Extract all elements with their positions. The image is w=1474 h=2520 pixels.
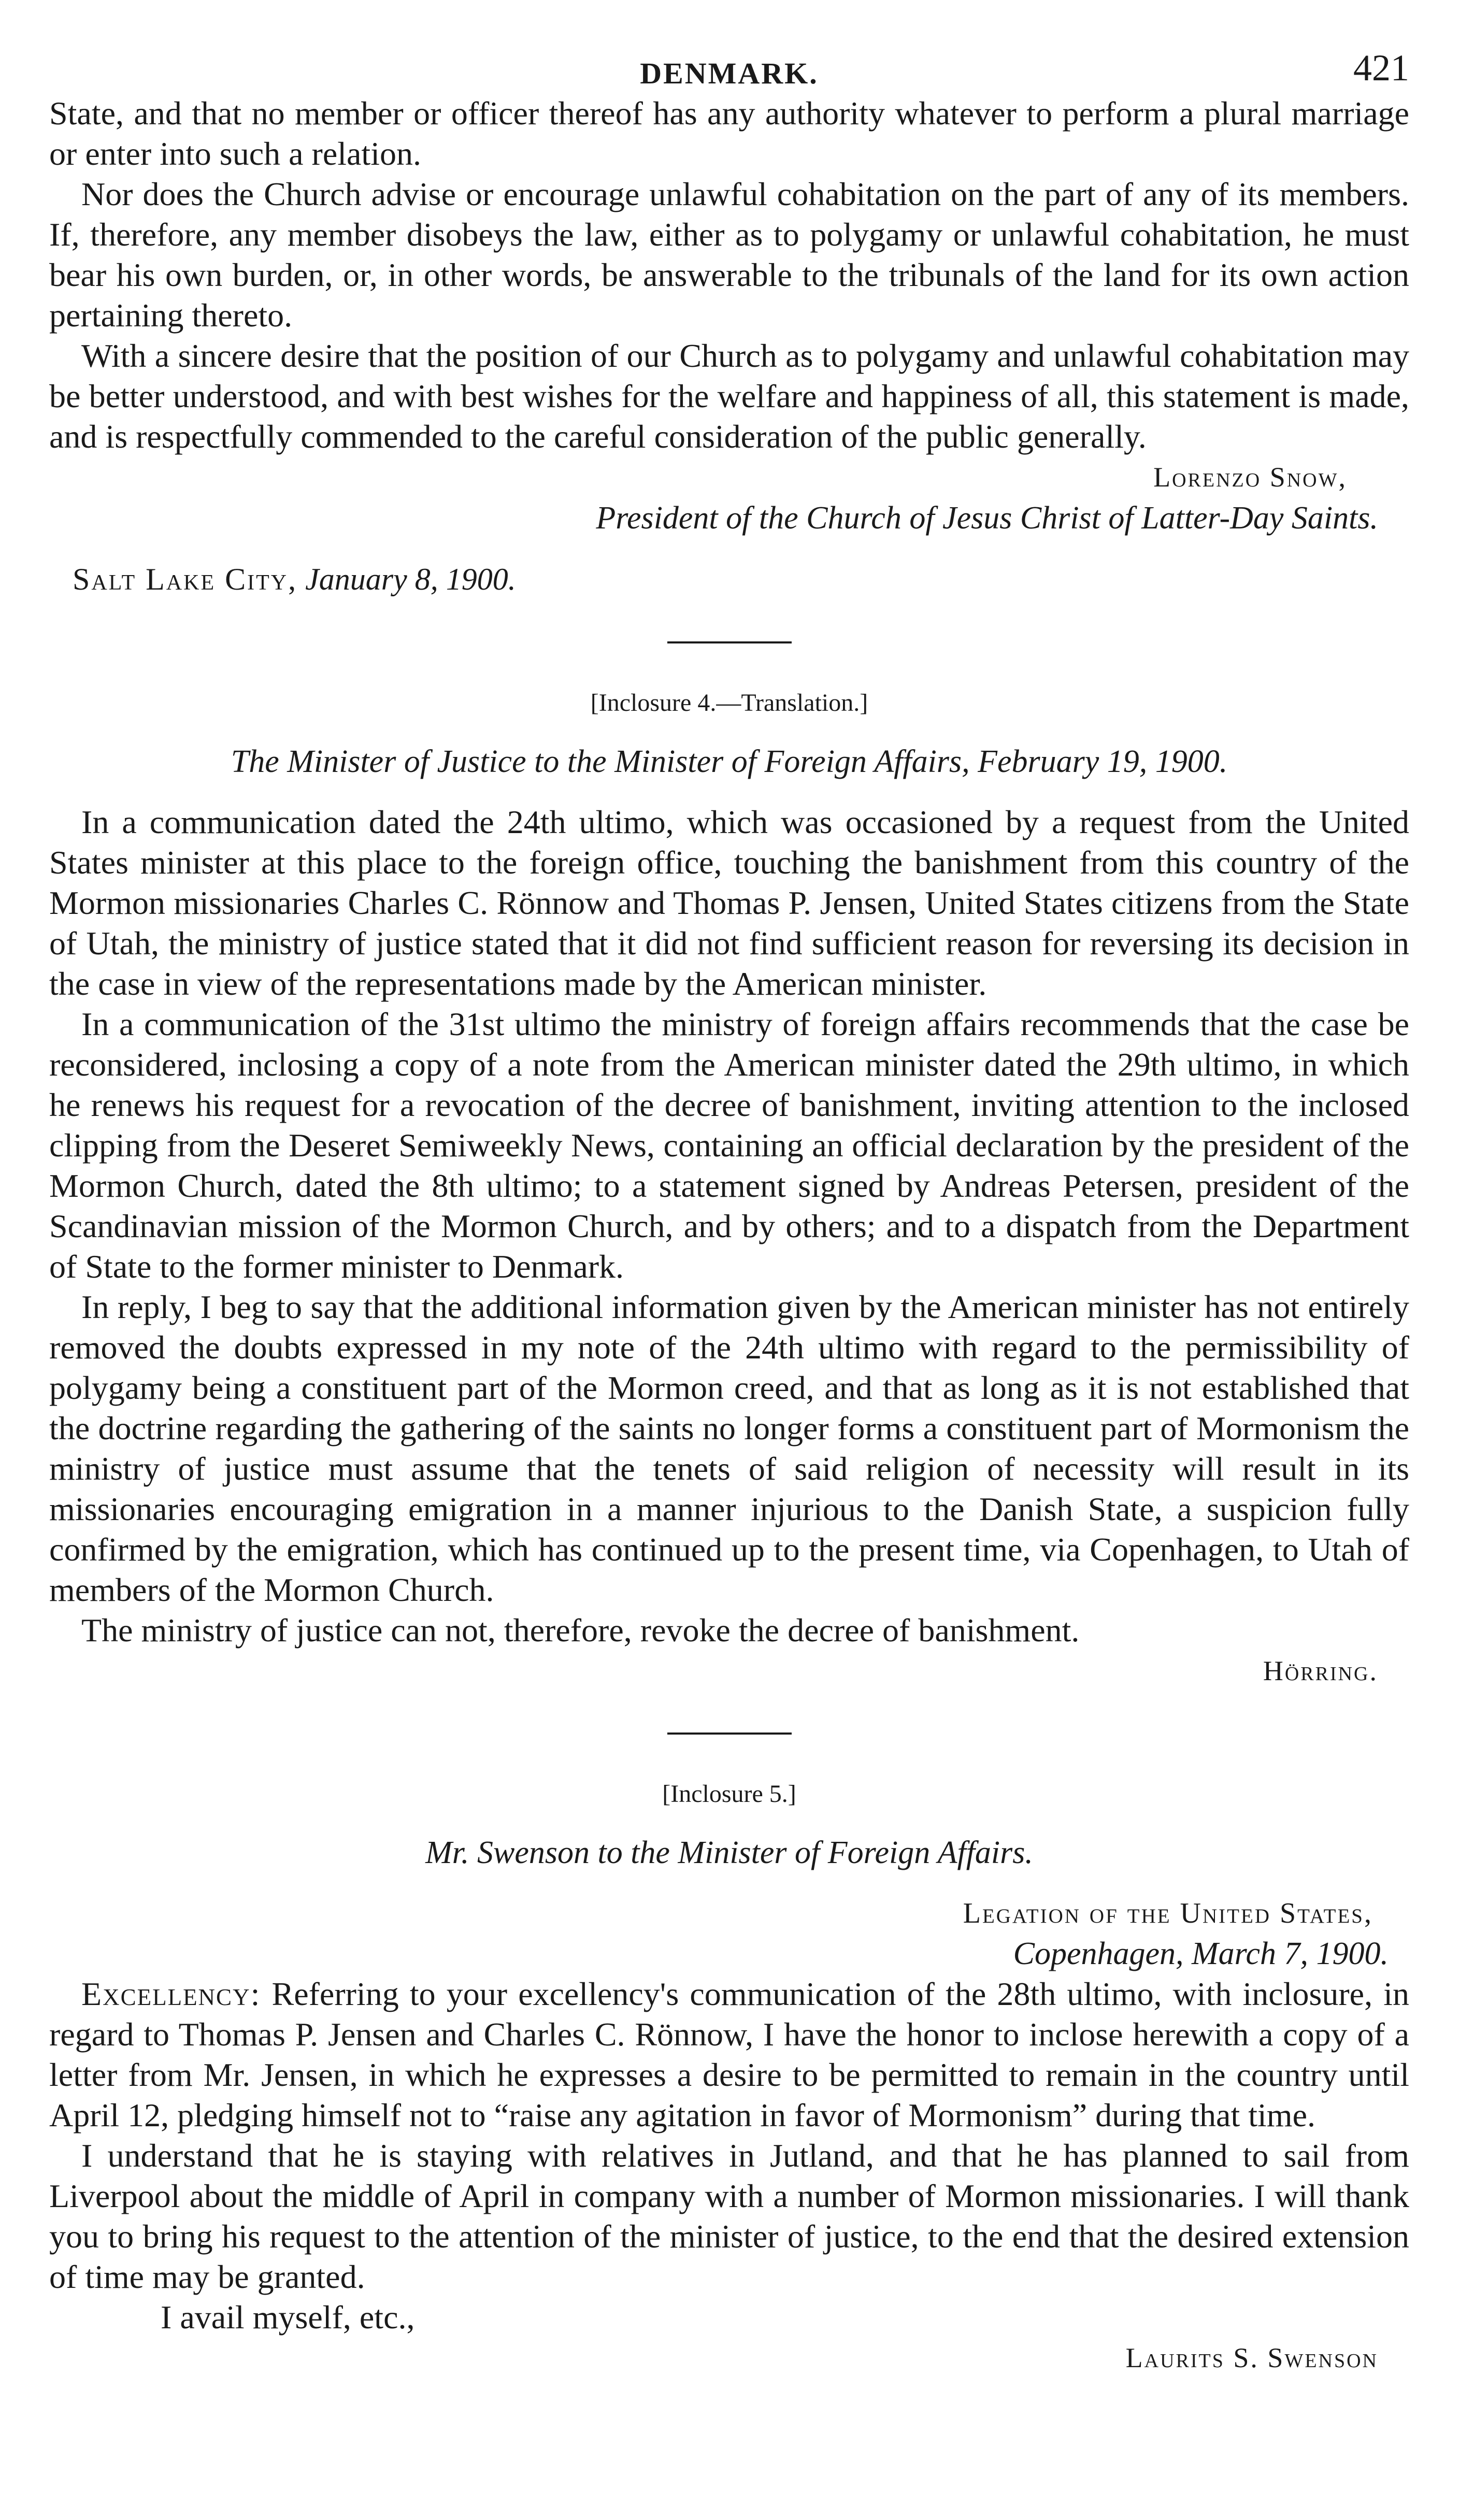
paragraph: With a sincere desire that the position of our Church as to polygamy and unlawful cohabitation may be better understood, and with best wishes for the welfare and happiness of all, this statement is made, and is respectfully commended to the careful consideration of the public generally. [49, 337, 1409, 455]
inclosure-label: [Inclosure 5.] [662, 1780, 796, 1808]
inclosure-label: [Inclosure 4.—Translation.] [590, 689, 868, 717]
letter-heading: Mr. Swenson to the Minister of Foreign Affairs. [425, 1835, 1033, 1870]
paragraph: In a communication of the 31st ultimo the ministry of foreign affairs recommends that the case be reconsidered, inclosing a copy of a note from the American minister dated the 29th ultimo, in which he renews his request for a revocation of the decree of banishment, inviting attention to the inclosed clipping from the Deseret Semiweekly News, containing an official declaration by the president of the Mormon Church, dated the 8th ultimo; to a statement signed by Andreas Petersen, president of the Scandinavian mission of the Mormon Church, and by others; and to a dispatch from the Department of State to the former minister to Denmark. [49, 1006, 1409, 1285]
paragraph [49, 1974, 1409, 2136]
paragraph: Nor does the Church advise or encourage unlawful cohabitation on the part of any of its members. If, therefore, any member disobeys the law, either as to polygamy or unlawful cohabitation, he must bear his own burden, or, in other words, be answerable to the tribunals of the land for its own action pertaining thereto. [49, 176, 1409, 334]
inclosure-5 [49, 1776, 1409, 2378]
signature: Laurits S. Swenson [1125, 2342, 1378, 2373]
page-number: 421 [1353, 47, 1409, 89]
inclosure-4 [49, 685, 1409, 1691]
paragraph: State, and that no member or officer thereof has any authority whatever to perform a plural marriage or enter into such a relation. [49, 95, 1409, 172]
paragraph: In reply, I beg to say that the additional information given by the American minister has not entirely removed the doubts expressed in my note of the 24th ultimo with regard to the permissibility of polygamy being a constituent part of the Mormon creed, and that as long as it is not established that the doctrine regarding the gathering of the saints no longer forms a constituent part of Mormonism the ministry of justice must assume that the tenets of said religion of necessity will result in its missionaries encouraging emigration in a manner injurious to the Danish State, a suspicion fully confirmed by the emigration, which has continued up to the present time, via Copenhagen, to Utah of members of the Mormon Church. [49, 1288, 1409, 1608]
place-date: Copenhagen, March 7, 1900. [1013, 1936, 1389, 1971]
letter-heading: The Minister of Justice to the Minister of Foreign Affairs, February 19, 1900. [231, 744, 1228, 779]
paragraph: The ministry of justice can not, therefore, revoke the decree of banishment. [81, 1612, 1080, 1649]
paragraph: In a communication dated the 24th ultimo, which was occasioned by a request from the United States minister at this place to the foreign office, touching the banishment from this country of the Mormon missionaries Charles C. Rönnow and Thomas P. Jensen, United States citizens from the State of Utah, the ministry of justice stated that it did not find sufficient reason for reversing its decision in the case in view of the representations made by the American minister. [49, 804, 1409, 1002]
document-page [49, 47, 1409, 2378]
closing: I avail myself, etc., [161, 2299, 415, 2336]
signature-name: Lorenzo Snow, [1153, 462, 1347, 493]
paragraph-text: Referring to your excellency's communication of the 28th ultimo, with inclosure, in regard to Thomas P. Jensen and Charles C. Rönnow, I have the honor to inclose herewith a copy of a letter from Mr. Jensen, in which he expresses a desire to be permitted to remain in the country until April 12, pledging himself not to “raise any agitation in favor of Mormonism” during that time. [49, 1975, 1410, 2134]
legation-line: Legation of the United States, [963, 1897, 1373, 1929]
dateline [49, 559, 1409, 600]
paragraph: I understand that he is staying with relatives in Jutland, and that he has planned to sail from Liverpool about the middle of April in company with a number of Mormon missionaries. I will thank you to bring his request to the attention of the minister of justice, to the end that the desired extension of time may be granted. [49, 2137, 1409, 2295]
signature-title: President of the Church of Jesus Christ of Latter-Day Saints. [596, 500, 1378, 536]
page-header [49, 47, 1409, 93]
dateline-date: January 8, 1900. [305, 562, 516, 596]
running-head: DENMARK. [640, 56, 819, 90]
inclosure-3-tail [49, 93, 1409, 600]
signature: Hörring. [1263, 1655, 1378, 1686]
dateline-place: Salt Lake City, [73, 562, 298, 596]
salutation: Excellency: [81, 1975, 261, 2012]
